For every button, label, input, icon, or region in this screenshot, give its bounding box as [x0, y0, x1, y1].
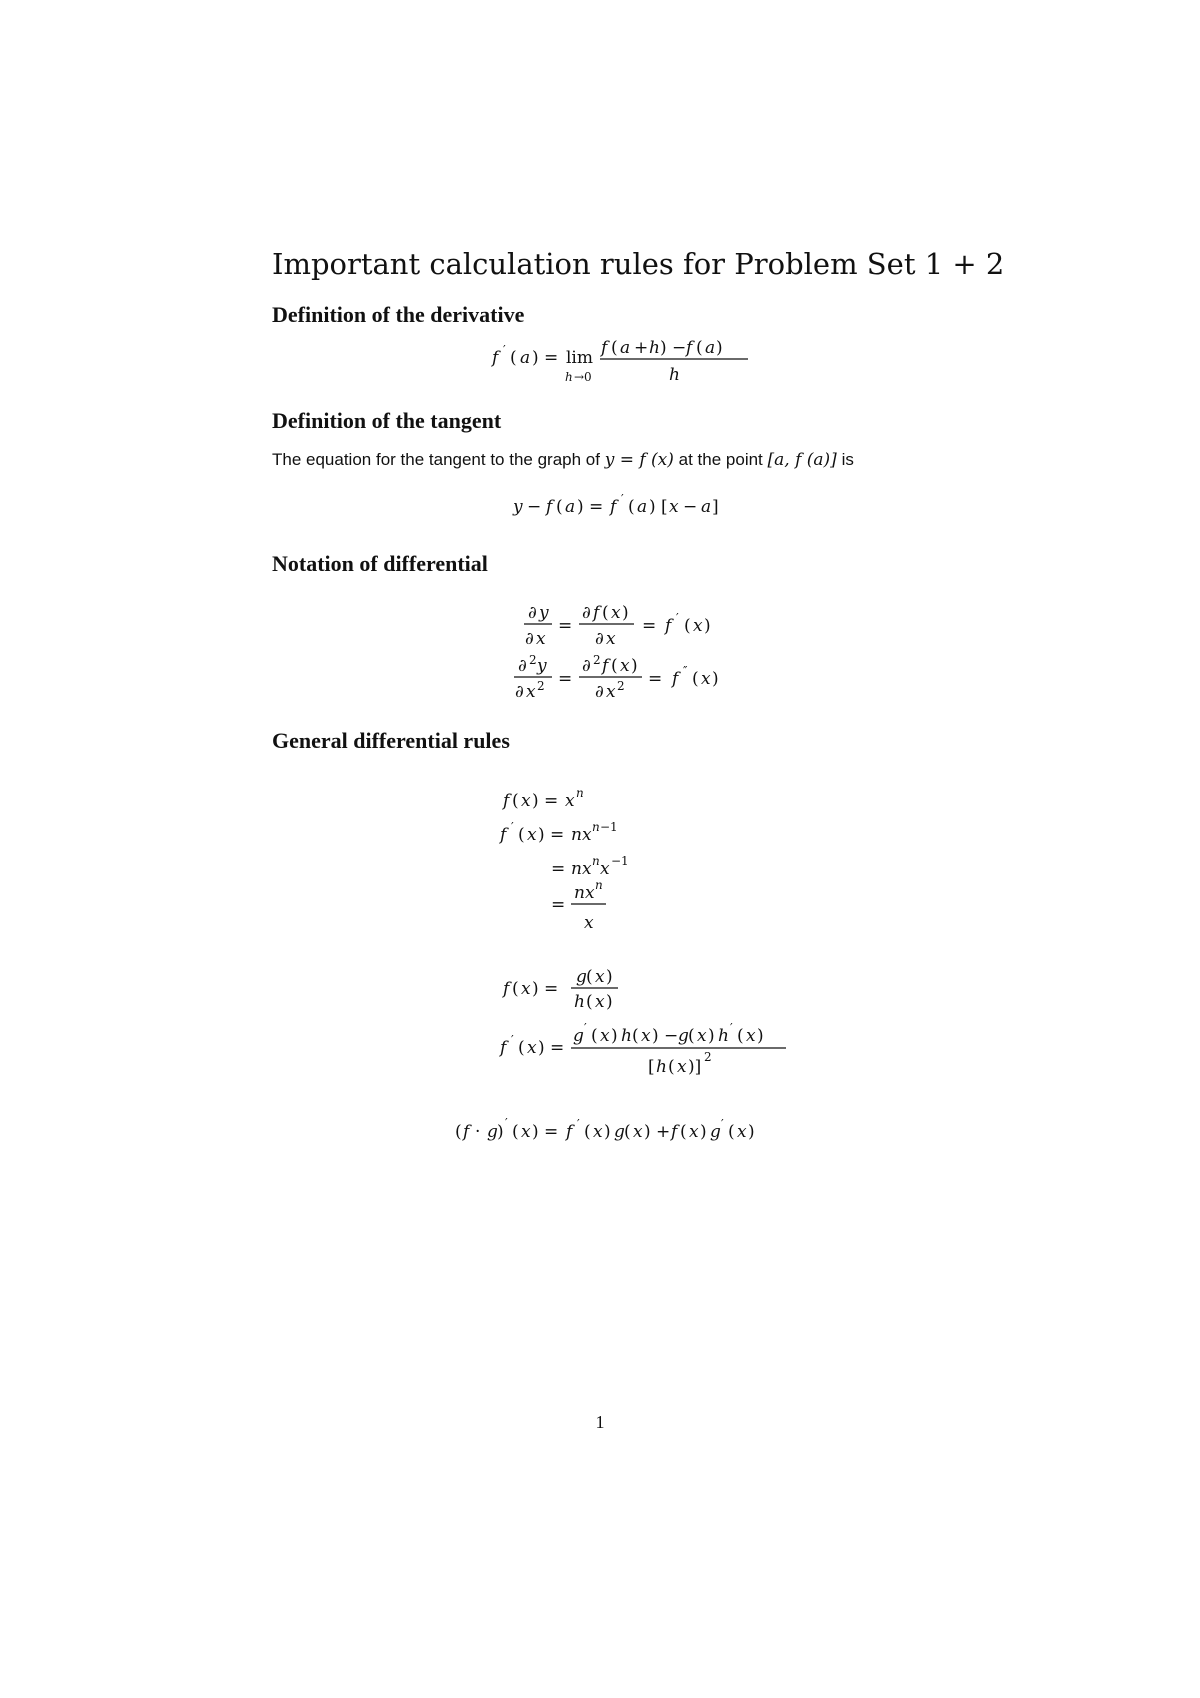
- svg-text:y: y: [539, 603, 549, 623]
- svg-text:x: x: [746, 1026, 756, 1046]
- svg-text:f: f: [672, 669, 679, 689]
- svg-text:) =: ) =: [532, 791, 559, 811]
- svg-text:(: (: [586, 967, 593, 987]
- svg-text:h: h: [669, 365, 680, 385]
- svg-text:(: (: [684, 616, 691, 636]
- svg-text:x: x: [536, 629, 546, 649]
- svg-text:=: =: [551, 895, 566, 915]
- svg-text:h: h: [649, 338, 660, 358]
- tangent-description: [272, 450, 854, 470]
- equation-tangent: [0, 492, 1200, 528]
- svg-text:′: ′: [730, 1021, 733, 1035]
- svg-text:): ): [606, 967, 613, 987]
- svg-text:+: +: [634, 338, 649, 358]
- svg-text:(: (: [696, 338, 703, 358]
- svg-text:[: [: [648, 1057, 655, 1077]
- svg-text:x: x: [697, 1026, 707, 1046]
- svg-text:f: f: [492, 348, 499, 368]
- svg-text:n: n: [592, 820, 600, 834]
- equation-derivative-definition: [0, 330, 1200, 390]
- svg-text:): ): [497, 1122, 504, 1142]
- svg-text:a: a: [620, 338, 631, 358]
- svg-text:g: g: [573, 1026, 584, 1046]
- svg-text:(: (: [624, 1122, 631, 1142]
- svg-text:(: (: [692, 669, 699, 689]
- svg-text:2: 2: [529, 653, 537, 667]
- svg-text:=: =: [648, 669, 663, 689]
- svg-text:): ): [700, 1122, 707, 1142]
- svg-text:nx: nx: [571, 859, 592, 879]
- svg-text:x: x: [620, 656, 630, 676]
- svg-text:g: g: [576, 967, 587, 987]
- svg-text:2: 2: [593, 653, 601, 667]
- svg-text:f: f: [503, 791, 510, 811]
- document-title: Important calculation rules for Problem Set 1 + 2: [272, 247, 1005, 281]
- svg-text:(: (: [611, 338, 618, 358]
- svg-text:) =: ) =: [532, 1122, 559, 1142]
- svg-text:∂: ∂: [595, 629, 604, 649]
- svg-text:2: 2: [617, 679, 625, 693]
- svg-text:n: n: [595, 878, 603, 892]
- svg-text:(: (: [688, 1026, 695, 1046]
- svg-text:∂: ∂: [525, 629, 534, 649]
- svg-text:2: 2: [537, 679, 545, 693]
- svg-text:): ): [708, 1026, 715, 1046]
- svg-text:) −: ) −: [660, 338, 687, 358]
- svg-text:a: a: [565, 497, 576, 517]
- svg-text:) +: ) +: [644, 1122, 671, 1142]
- svg-text:g: g: [678, 1026, 689, 1046]
- svg-text:(: (: [680, 1122, 687, 1142]
- svg-text:x: x: [521, 791, 531, 811]
- svg-text:f: f: [566, 1122, 573, 1142]
- svg-text:x: x: [669, 497, 679, 517]
- svg-text:): ): [757, 1026, 764, 1046]
- svg-text:x: x: [606, 629, 616, 649]
- svg-text:h: h: [718, 1026, 729, 1046]
- svg-text:(: (: [602, 603, 609, 623]
- svg-text:) =: ) =: [532, 979, 559, 999]
- svg-text:)]: )]: [688, 1057, 702, 1077]
- svg-text:∂: ∂: [528, 603, 537, 623]
- tangent-math-2: [a, f (a)]: [767, 450, 837, 470]
- svg-text:x: x: [737, 1122, 747, 1142]
- svg-text:x: x: [527, 1038, 537, 1058]
- svg-text:h: h: [565, 370, 573, 384]
- svg-text:a: a: [701, 497, 712, 517]
- svg-text:(: (: [611, 656, 618, 676]
- svg-text:f: f: [546, 497, 553, 517]
- svg-text:h: h: [656, 1057, 667, 1077]
- svg-text:): ): [611, 1026, 618, 1046]
- section-heading-tangent: Definition of the tangent: [272, 408, 502, 433]
- svg-text:·: ·: [475, 1122, 481, 1142]
- svg-text:x: x: [633, 1122, 643, 1142]
- section-heading-derivative: Definition of the derivative: [272, 302, 525, 327]
- svg-text:y: y: [537, 656, 547, 676]
- svg-text:(: (: [512, 979, 519, 999]
- svg-text:f: f: [610, 497, 617, 517]
- svg-text:(: (: [455, 1122, 462, 1142]
- tangent-text-before: The equation for the tangent to the graph of: [272, 450, 600, 469]
- svg-text:a: a: [705, 338, 716, 358]
- svg-text:=: =: [558, 669, 573, 689]
- svg-text:x: x: [701, 669, 711, 689]
- svg-text:(: (: [632, 1026, 639, 1046]
- svg-text:x: x: [600, 859, 610, 879]
- svg-text:′: ′: [676, 611, 679, 625]
- svg-text:′: ′: [584, 1021, 587, 1035]
- svg-text:x: x: [641, 1026, 651, 1046]
- svg-text:lim: lim: [566, 348, 593, 368]
- svg-text:(: (: [728, 1122, 735, 1142]
- svg-text:′: ′: [511, 1033, 514, 1047]
- svg-text:−: −: [683, 497, 698, 517]
- svg-text:x: x: [521, 1122, 531, 1142]
- svg-text:f: f: [503, 979, 510, 999]
- svg-text:) [: ) [: [649, 497, 668, 517]
- svg-text:∂: ∂: [515, 682, 524, 702]
- page-number: 1: [595, 1412, 605, 1432]
- svg-text:): ): [748, 1122, 755, 1142]
- svg-text:x: x: [595, 992, 605, 1012]
- svg-text:x: x: [611, 603, 621, 623]
- svg-text:(: (: [586, 992, 593, 1012]
- svg-text:): ): [704, 616, 711, 636]
- svg-text:′: ′: [577, 1117, 580, 1131]
- svg-text:): ): [712, 669, 719, 689]
- svg-text:g: g: [487, 1122, 498, 1142]
- section-heading-general-rules: General differential rules: [272, 728, 510, 753]
- svg-text:x: x: [606, 682, 616, 702]
- svg-text:) −: ) −: [652, 1026, 679, 1046]
- svg-text:′: ′: [505, 1116, 508, 1130]
- svg-text:=: =: [551, 859, 566, 879]
- svg-text:): ): [631, 656, 638, 676]
- svg-text:(: (: [584, 1122, 591, 1142]
- tangent-text-middle: at the point: [678, 450, 763, 469]
- equation-quotient-rule: [0, 960, 1200, 1090]
- svg-text:g: g: [614, 1122, 625, 1142]
- svg-text:) =: ) =: [538, 1038, 565, 1058]
- svg-text:∂: ∂: [582, 603, 591, 623]
- svg-text:(: (: [556, 497, 563, 517]
- svg-text:h: h: [621, 1026, 632, 1046]
- svg-text:→0: →0: [574, 370, 592, 384]
- svg-text:nx: nx: [574, 883, 595, 903]
- tangent-math-1: y = f (x): [604, 450, 674, 470]
- svg-text:∂: ∂: [518, 656, 527, 676]
- svg-text:(: (: [737, 1026, 744, 1046]
- svg-text:x: x: [593, 1122, 603, 1142]
- svg-text:): ): [606, 992, 613, 1012]
- svg-text:(: (: [510, 348, 517, 368]
- svg-text:(: (: [518, 825, 525, 845]
- svg-text:x: x: [521, 979, 531, 999]
- equation-product-rule: [0, 1112, 1200, 1152]
- svg-text:=: =: [642, 616, 657, 636]
- svg-text:2: 2: [704, 1050, 712, 1064]
- svg-text:) =: ) =: [538, 825, 565, 845]
- svg-text:f: f: [686, 338, 693, 358]
- svg-text:y: y: [513, 497, 523, 517]
- svg-text:′: ′: [503, 343, 506, 357]
- svg-text:(: (: [512, 1122, 519, 1142]
- svg-text:′: ′: [621, 492, 624, 506]
- svg-text:x: x: [693, 616, 703, 636]
- svg-text:f: f: [601, 338, 608, 358]
- svg-text:∂: ∂: [595, 682, 604, 702]
- svg-text:−1: −1: [600, 820, 618, 834]
- svg-text:h: h: [574, 992, 585, 1012]
- svg-text:′: ′: [511, 820, 514, 834]
- svg-text:x: x: [677, 1057, 687, 1077]
- svg-text:′: ′: [721, 1117, 724, 1131]
- svg-text:x: x: [600, 1026, 610, 1046]
- svg-text:x: x: [565, 791, 575, 811]
- tangent-text-after: is: [841, 450, 854, 469]
- svg-text:a: a: [520, 348, 531, 368]
- svg-text:(: (: [668, 1057, 675, 1077]
- svg-text:f: f: [665, 616, 672, 636]
- svg-text:f: f: [463, 1122, 470, 1142]
- svg-text:f: f: [671, 1122, 678, 1142]
- svg-text:): ): [716, 338, 723, 358]
- svg-text:(: (: [628, 497, 635, 517]
- section-heading-differential-notation: Notation of differential: [272, 551, 488, 576]
- svg-text:f: f: [593, 603, 600, 623]
- equation-differential-notation: [0, 596, 1200, 708]
- svg-text:nx: nx: [571, 825, 592, 845]
- svg-text:n: n: [592, 854, 600, 868]
- svg-text:) =: ) =: [577, 497, 604, 517]
- svg-text:x: x: [526, 682, 536, 702]
- svg-text:]: ]: [712, 497, 719, 517]
- svg-text:f: f: [500, 1038, 507, 1058]
- svg-text:x: x: [527, 825, 537, 845]
- svg-text:=: =: [558, 616, 573, 636]
- svg-text:∂: ∂: [582, 656, 591, 676]
- svg-text:(: (: [512, 791, 519, 811]
- svg-text:f: f: [500, 825, 507, 845]
- svg-text:(: (: [591, 1026, 598, 1046]
- svg-text:f: f: [602, 656, 609, 676]
- svg-text:) =: ) =: [532, 348, 559, 368]
- svg-text:a: a: [637, 497, 648, 517]
- svg-text:): ): [622, 603, 629, 623]
- svg-text:−1: −1: [611, 854, 629, 868]
- svg-text:g: g: [710, 1122, 721, 1142]
- svg-text:x: x: [584, 913, 594, 933]
- svg-text:″: ″: [683, 664, 688, 678]
- svg-text:n: n: [576, 786, 584, 800]
- svg-text:(: (: [518, 1038, 525, 1058]
- equation-power-rule: [0, 780, 1200, 940]
- svg-text:x: x: [595, 967, 605, 987]
- svg-text:−: −: [527, 497, 542, 517]
- svg-text:): ): [604, 1122, 611, 1142]
- svg-text:x: x: [689, 1122, 699, 1142]
